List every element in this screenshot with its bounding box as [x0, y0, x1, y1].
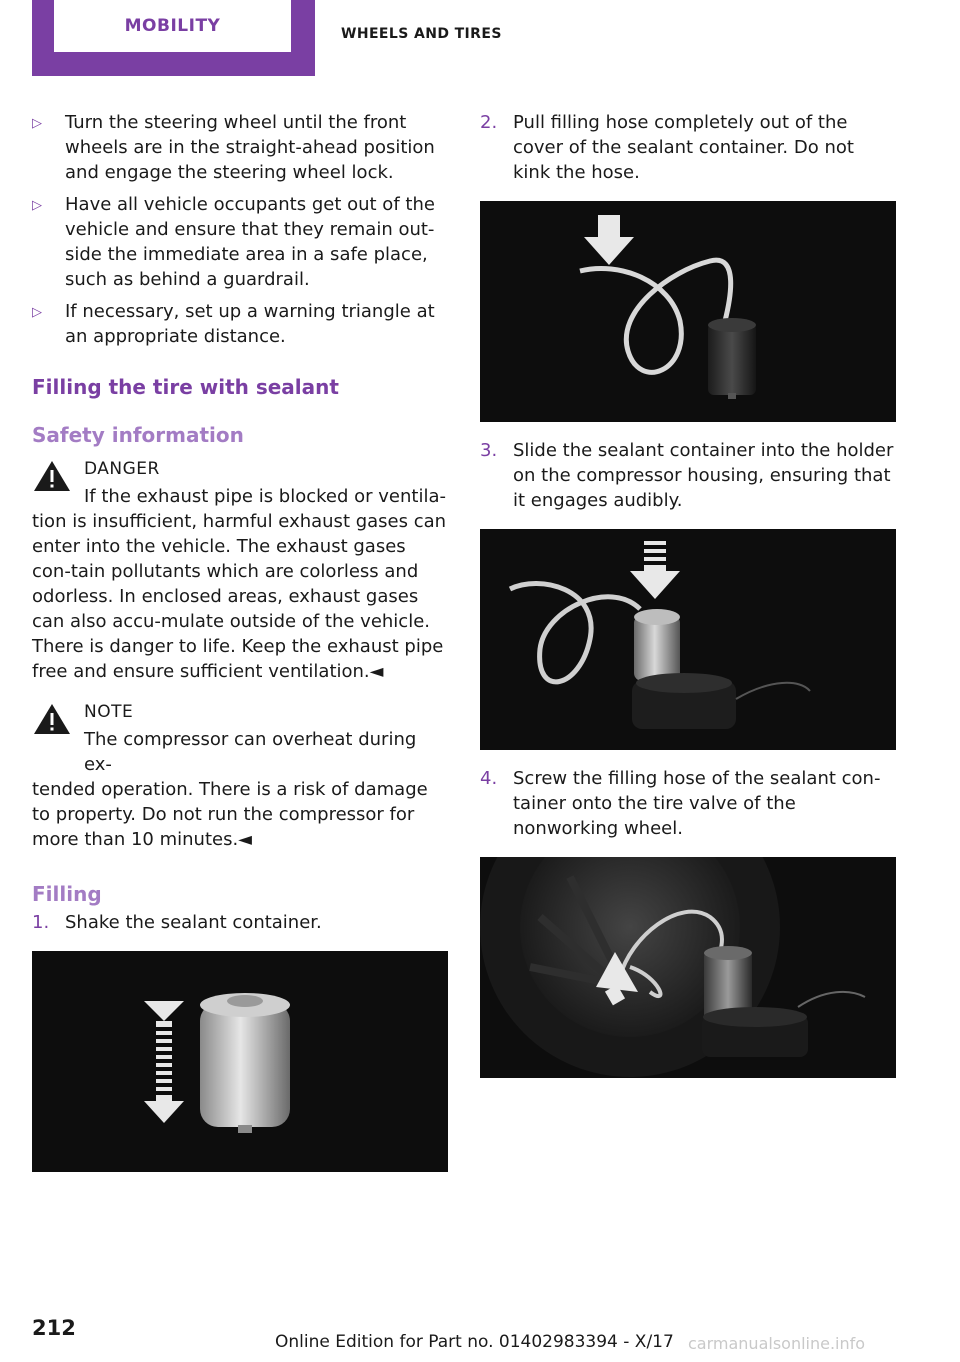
pull-hose-image — [480, 201, 896, 422]
danger-text: tion is insufficient, harmful exhaust gases can enter into the vehicle. The exhaust gases con-tain pollutants which are colorless and odorless. In enclosed areas, exhaust gases can also accu-mulate outside of the vehicle. There is danger to life. Keep the exhaust pipe free and ensure sufficient ventilation.◄ — [32, 511, 447, 682]
section-title: WHEELS AND TIRES — [341, 26, 502, 42]
right-column — [480, 110, 896, 1078]
warning-triangle-icon — [32, 702, 72, 736]
step-number: 4. — [480, 768, 498, 789]
note-text: tended operation. There is a risk of damage to property. Do not run the compressor for more than 10 minutes.◄ — [32, 779, 428, 850]
step-text: Pull filling hose completely out of the cover of the sealant container. Do not kink the hose. — [513, 112, 854, 183]
step-item — [480, 110, 896, 185]
step-number: 1. — [32, 912, 50, 933]
insert-container-image — [480, 529, 896, 750]
danger-head-text — [84, 459, 448, 509]
danger-head — [32, 459, 448, 509]
step-item — [32, 910, 448, 935]
watermark-text: carmanualsonline.info — [688, 1334, 866, 1353]
step-number: 2. — [480, 112, 498, 133]
triangle-bullet-icon: ▷ — [32, 305, 42, 320]
bullet-item — [32, 192, 448, 292]
step-text: Shake the sealant container. — [65, 912, 322, 933]
bullet-text: If necessary, set up a warning triangle at an appropriate distance. — [65, 301, 435, 347]
note-head — [32, 702, 448, 777]
warning-triangle-icon — [32, 459, 72, 493]
heading-filling: Filling — [32, 882, 102, 906]
bullet-text: Turn the steering wheel until the front wheels are in the straight-ahead position and engage the steering wheel lock. — [65, 112, 435, 183]
bullet-item — [32, 110, 448, 185]
chapter-tab-label-box — [54, 0, 291, 52]
note-head-text — [84, 702, 448, 777]
bullet-text: Have all vehicle occupants get out of the vehicle and ensure that they remain out-side the immediate area in a safe place, such as behind a guardrail. — [65, 194, 435, 290]
page-number: 212 — [32, 1316, 76, 1340]
note-first-line: The compressor can overheat during ex- — [84, 729, 417, 775]
shake-container-image — [32, 951, 448, 1172]
edition-text: Online Edition for Part no. 01402983394 - X/17 — [275, 1332, 674, 1352]
danger-block — [32, 459, 448, 684]
step-text: Slide the sealant container into the holder on the compressor housing, ensuring that it engages audibly. — [513, 440, 894, 511]
step-item — [480, 766, 896, 841]
note-block — [32, 702, 448, 852]
left-column — [32, 110, 448, 1172]
heading-filling-tire: Filling the tire with sealant — [32, 375, 339, 399]
chapter-title: MOBILITY — [124, 16, 221, 36]
step-item — [480, 438, 896, 513]
danger-first-line: If the exhaust pipe is blocked or ventila- — [84, 486, 446, 507]
step-text: Screw the filling hose of the sealant con-tainer onto the tire valve of the nonworking wheel. — [513, 768, 881, 839]
chapter-tab — [32, 0, 315, 76]
bullet-item — [32, 299, 448, 349]
heading-safety-information: Safety information — [32, 423, 244, 447]
triangle-bullet-icon: ▷ — [32, 198, 42, 213]
connect-valve-image — [480, 857, 896, 1078]
triangle-bullet-icon: ▷ — [32, 116, 42, 131]
step-number: 3. — [480, 440, 498, 461]
note-label: NOTE — [84, 702, 134, 722]
danger-label: DANGER — [84, 459, 160, 479]
